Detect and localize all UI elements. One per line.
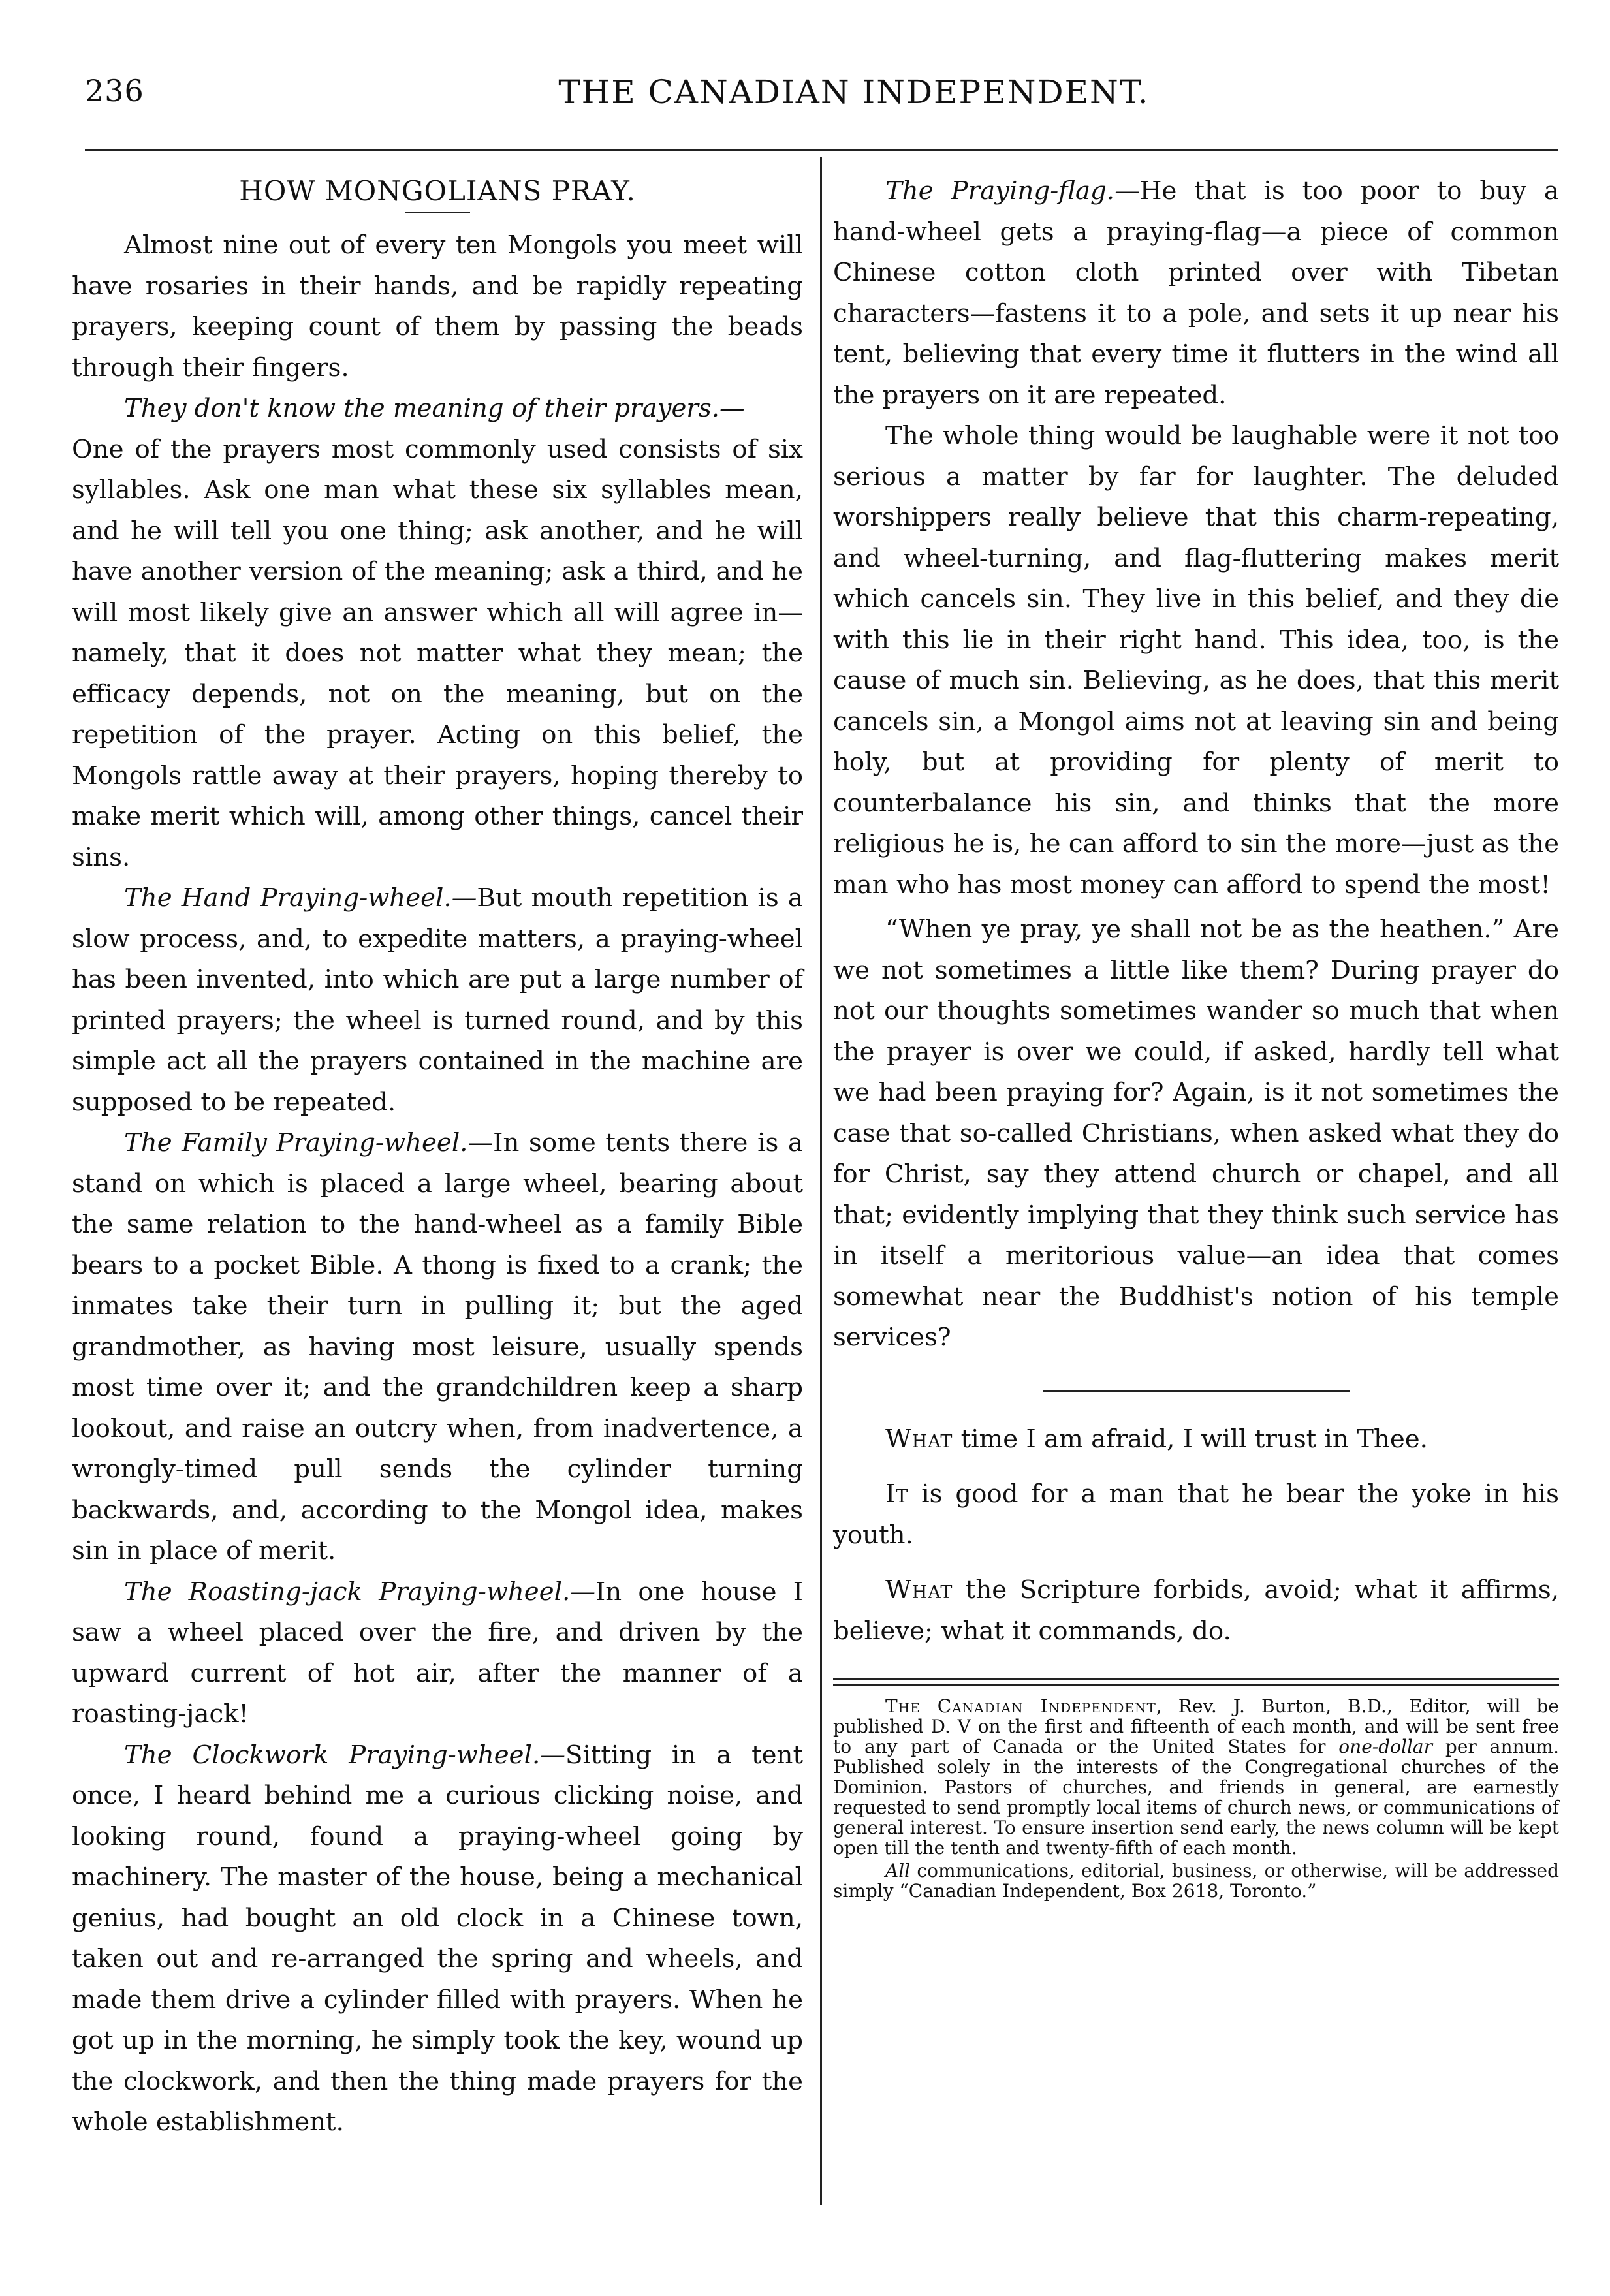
notice-journal-name: The Canadian Independent bbox=[885, 1695, 1156, 1717]
header-rule bbox=[85, 149, 1558, 151]
flag-text: He that is too poor to buy a hand-wheel gets a praying-flag—a piece of common Chinese cotton cloth printed over with Tibetan characters—fastens it to a pole, and sets it up near his tent, believing that every time it flutters in the wind all the prayers on it are repeated. bbox=[833, 176, 1560, 410]
clockwork-paragraph bbox=[72, 1735, 803, 2143]
clockwork-text: Sitting in a tent once, I heard behind me a curious clicking noise, and looking round, found a praying-wheel going by machinery. The master of the house, being a mechanical genius, had bought an old clock in a Chinese town, taken out and re-arranged the spring and wheels, and made them drive a cylinder filled with prayers. When he got up in the morning, he simply took the key, wound up the clockwork, and then the thing made prayers for the whole establishment. bbox=[72, 1740, 803, 2137]
meaning-text: One of the prayers most commonly used consists of six syllables. Ask one man what these six syllables mean, and he will tell you one thing; ask another, and he will have another version of the meaning; ask a third, and he will most likely give an answer which all will agree in—namely, that it does not matter what they mean; the efficacy depends, not on the meaning, but on the repetition of the prayer. Acting on this belief, the Mongols rattle away at their prayers, hoping thereby to make merit which will, among other things, cancel their sins. bbox=[72, 434, 803, 872]
roasting-jack-paragraph bbox=[72, 1572, 803, 1735]
maxim-item bbox=[833, 1419, 1559, 1460]
roasting-jack-text: In one house I saw a wheel placed over the fire, and driven by the upward current of hot air, after the manner of a roasting-jack! bbox=[72, 1577, 803, 1729]
running-head bbox=[85, 73, 1545, 125]
maxim-lead: It bbox=[885, 1479, 909, 1509]
maxim-text: time I am afraid, I will trust in Thee. bbox=[953, 1424, 1428, 1454]
left-column bbox=[72, 171, 803, 2143]
family-wheel-subheading: The Family Praying-wheel.— bbox=[124, 1128, 494, 1157]
hand-wheel-text: But mouth repetition is a slow process, and, to expedite matters, a praying-wheel has been invented, into which are put a large number of printed prayers; the wheel is turned round, and by this simple act all the prayers contained in the machine are supposed to be repeated. bbox=[72, 883, 803, 1117]
flag-subheading: The Praying-flag.— bbox=[885, 176, 1140, 206]
maxim-item bbox=[833, 1570, 1559, 1652]
meaning-subheading: They don't know the meaning of their prayers.— bbox=[124, 394, 745, 423]
roasting-jack-subheading: The Roasting-jack Praying-wheel.— bbox=[124, 1577, 595, 1607]
title-rule bbox=[405, 212, 470, 213]
article-title: HOW MONGOLIANS PRAY. bbox=[239, 175, 636, 207]
intro-paragraph: Almost nine out of every ten Mongols you meet will have rosaries in their hands, and be rapidly repeating prayers, keeping count of them by passing the beads through their fingers. bbox=[72, 230, 803, 383]
notice-double-rule bbox=[833, 1678, 1559, 1686]
heathen-paragraph: “When ye pray, ye shall not be as the heathen.” Are we not sometimes a little like them? During prayer do not our thoughts sometimes wander so much that when the prayer is over we could, if asked, hardly tell what we had been praying for? Again, is it not sometimes the case that so-called Christians, when asked what they do for Christ, say they attend church or chapel, and all that; evidently implying that they think such service has in itself a meritorious value—an idea that comes somewhat near the Buddhist's notion of his temple services? bbox=[833, 915, 1559, 1352]
publisher-notice bbox=[833, 1696, 1559, 1858]
family-wheel-paragraph bbox=[72, 1123, 803, 1572]
meaning-paragraph bbox=[72, 388, 803, 878]
maxim-lead: What bbox=[885, 1575, 953, 1605]
hand-wheel-subheading: The Hand Praying-wheel.— bbox=[124, 883, 477, 913]
hand-wheel-paragraph bbox=[72, 878, 803, 1123]
right-column bbox=[833, 171, 1559, 1901]
maxim-item bbox=[833, 1474, 1559, 1556]
address-lead: All bbox=[885, 1860, 911, 1881]
page-number: 236 bbox=[85, 73, 144, 108]
flag-paragraph bbox=[833, 171, 1559, 416]
address-notice bbox=[833, 1861, 1559, 1901]
notice-text: , Rev. J. Burton, B.D., Editor, will be published D. V on the first and fifteenth of each month, and will be sent free to any part of Canada or the United States for bbox=[833, 1695, 1559, 1757]
clockwork-subheading: The Clockwork Praying-wheel.— bbox=[124, 1740, 565, 1770]
section-separator bbox=[1043, 1390, 1350, 1392]
family-wheel-text: In some tents there is a stand on which is placed a large wheel, bearing about the same relation to the hand-wheel as a family Bible bears to a pocket Bible. A thong is fixed to a crank; the inmates take their turn in pulling it; but the aged grandmother, as having most leisure, usually spends most time over it; and the grandchildren keep a sharp lookout, and raise an outcry when, from inadvertence, a wrongly-timed pull sends the cylinder turning backwards, and, according to the Mongol idea, makes sin in place of merit. bbox=[72, 1128, 803, 1565]
maxim-text: is good for a man that he bear the yoke in his youth. bbox=[833, 1479, 1559, 1550]
journal-title: THE CANADIAN INDEPENDENT. bbox=[558, 73, 1150, 111]
column-divider bbox=[820, 157, 822, 2205]
maxim-text: the Scripture forbids, avoid; what it affirms, believe; what it commands, do. bbox=[833, 1575, 1559, 1646]
maxim-lead: What bbox=[885, 1424, 953, 1454]
laughable-paragraph: The whole thing would be laughable were it not too serious a matter by far for laughter. The deluded worshippers really believe that this charm-repeating, and wheel-turning, and flag-fluttering makes merit which cancels sin. They live in this belief, and they die with this lie in their right hand. This idea, too, is the cause of much sin. Believing, as he does, that this merit cancels sin, a Mongol aims not at leaving sin and being holy, but at providing for plenty of merit to counterbalance his sin, and thinks that the more religious he is, he can afford to sin the more—just as the man who has most money can afford to spend the most! bbox=[833, 421, 1559, 900]
notice-text-after: per annum. Published solely in the interests of the Congregational churches of the Dominion. Pastors of churches, and friends in general, are earnestly requested to send promptly local items of church news, or communications of general interest. To ensure insertion send early, the news column will be kept open till the tenth and twenty-fifth of each month. bbox=[833, 1736, 1559, 1859]
address-text: communications, editorial, business, or otherwise, will be addressed simply “Canadian Independent, Box 2618, Toronto.” bbox=[833, 1860, 1559, 1902]
notice-price: one-dollar bbox=[1338, 1736, 1432, 1757]
